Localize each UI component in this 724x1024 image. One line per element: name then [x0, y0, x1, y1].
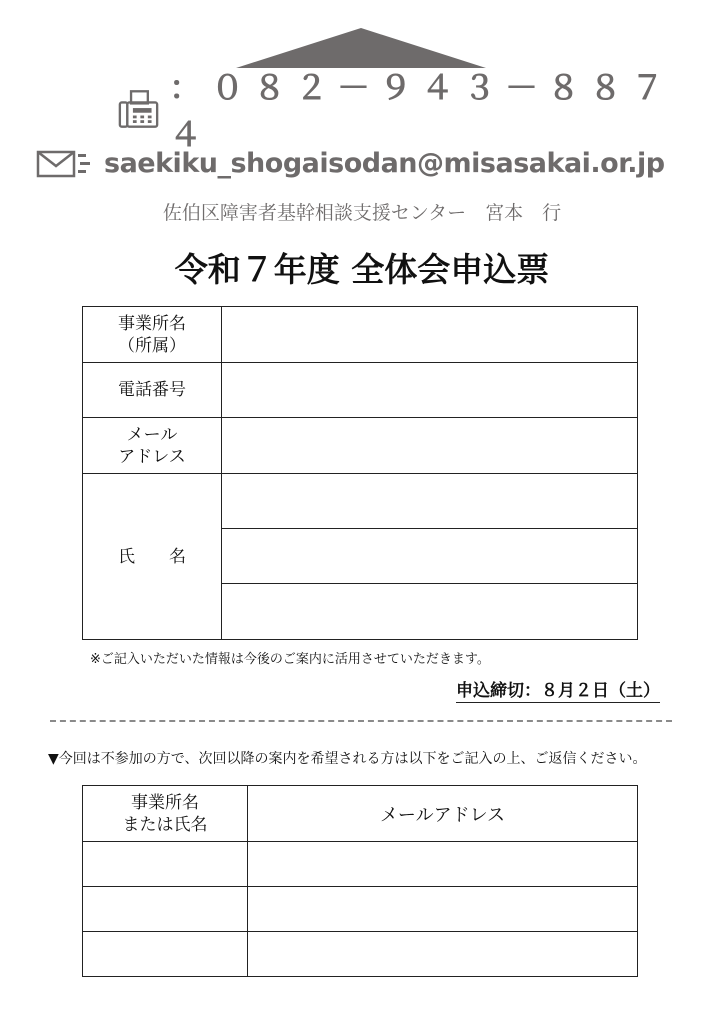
email-line — [36, 140, 696, 186]
table-row — [83, 842, 638, 887]
table-row — [83, 932, 638, 977]
name-label: 氏 名 — [83, 474, 222, 640]
fax-number: ：０８２－９４３－８８７４ — [169, 68, 674, 154]
office-name-field[interactable] — [222, 307, 638, 363]
fax-line — [118, 68, 678, 154]
decline-name-header: 事業所名 または氏名 — [83, 786, 248, 842]
privacy-note: ※ご記入いただいた情報は今後のご案内に活用させていただきます。 — [90, 652, 490, 667]
table-row — [83, 887, 638, 932]
decline-email-header: メールアドレス — [248, 786, 638, 842]
decline-email-field-2[interactable] — [248, 887, 638, 932]
application-form-table — [82, 306, 638, 640]
table-row — [83, 418, 638, 474]
table-row — [83, 307, 638, 363]
phone-label: 電話番号 — [83, 363, 222, 418]
phone-field[interactable] — [222, 363, 638, 418]
decline-name-field-2[interactable] — [83, 887, 248, 932]
fax-icon — [118, 88, 159, 130]
cut-line-divider — [50, 720, 672, 722]
addressee: 佐伯区障害者基幹相談支援センター 宮本 行 — [162, 202, 562, 224]
email-field[interactable] — [222, 418, 638, 474]
decline-name-field-3[interactable] — [83, 932, 248, 977]
deadline: 申込締切：８月２日（土） — [456, 676, 660, 703]
name-field-1[interactable] — [222, 474, 638, 529]
mail-icon — [36, 146, 94, 180]
table-row — [83, 786, 638, 842]
decline-instruction: ▼今回は不参加の方で、次回以降の案内を希望される方は以下をご記入の上、ご返信ください。 — [48, 751, 647, 767]
office-name-label: 事業所名 （所属） — [83, 307, 222, 363]
page-title: 令和７年度 全体会申込票 — [174, 250, 550, 289]
name-field-3[interactable] — [222, 584, 638, 640]
decline-table — [82, 785, 638, 977]
name-field-2[interactable] — [222, 529, 638, 584]
decline-email-field-3[interactable] — [248, 932, 638, 977]
table-row — [83, 474, 638, 529]
email-label: メール アドレス — [83, 418, 222, 474]
table-row — [83, 363, 638, 418]
decline-name-field-1[interactable] — [83, 842, 248, 887]
decline-email-field-1[interactable] — [248, 842, 638, 887]
email-address[interactable]: saekiku_shogaisodan@misasakai.or.jp — [104, 147, 665, 179]
